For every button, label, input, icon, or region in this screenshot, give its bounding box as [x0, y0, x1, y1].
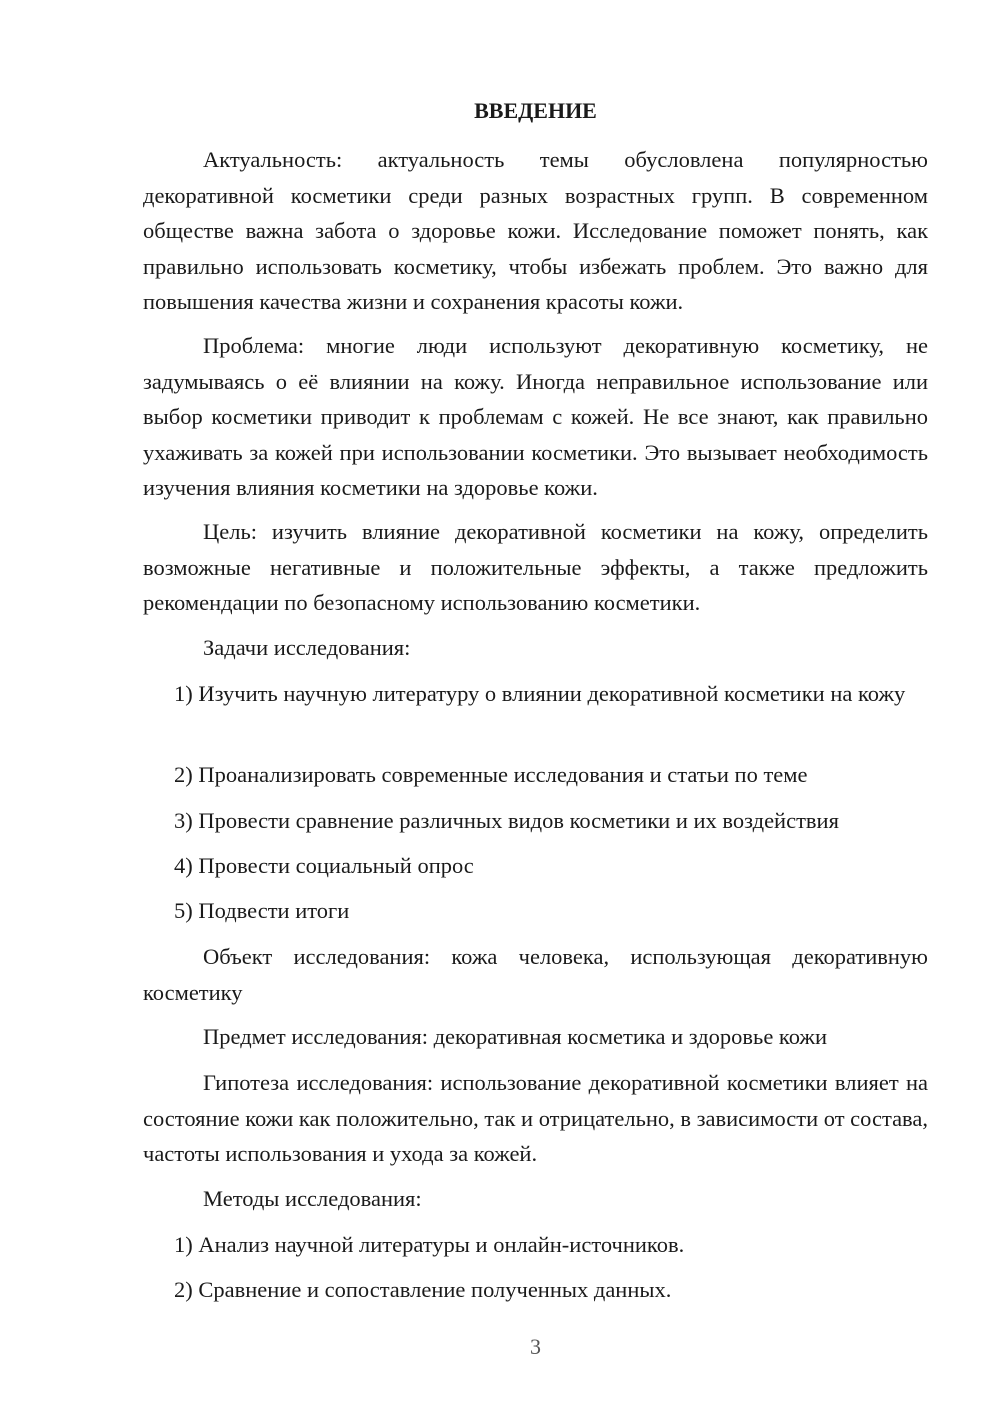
goal-paragraph: Цель: изучить влияние декоративной косметики на кожу, определить возможные негативные и положительные эффекты, а также предложить рекомендации по безопасному использованию косметики.: [143, 519, 928, 615]
task-item-2: 2) Проанализировать современные исследования и статьи по теме: [174, 762, 808, 787]
task-item-1: 1) Изучить научную литературу о влиянии декоративной косметики на кожу: [174, 681, 906, 706]
methods-heading: Методы исследования:: [203, 1186, 422, 1211]
page-number: 3: [530, 1334, 541, 1359]
subject-paragraph: Предмет исследования: декоративная косметика и здоровье кожи: [203, 1024, 827, 1049]
hypothesis-paragraph: Гипотеза исследования: использование декоративной косметики влияет на состояние кожи как положительно, так и отрицательно, в зависимости от состава, частоты использования и ухода за кожей.: [143, 1070, 928, 1166]
task-item-4: 4) Провести социальный опрос: [174, 853, 474, 878]
method-item-1: 1) Анализ научной литературы и онлайн-источников.: [174, 1232, 685, 1257]
tasks-heading: Задачи исследования:: [203, 635, 411, 660]
problem-paragraph: Проблема: многие люди используют декоративную косметику, не задумываясь о её влиянии на кожу. Иногда неправильное использование или выбор косметики приводит к проблемам с кожей. Не все знают, как правильно ухаживать за кожей при использовании косметики. Это вызывает необходимость изучения влияния косметики на здоровье кожи.: [143, 333, 928, 500]
task-item-3: 3) Провести сравнение различных видов косметики и их воздействия: [174, 808, 839, 833]
task-item-5: 5) Подвести итоги: [174, 898, 350, 923]
relevance-paragraph: Актуальность: актуальность темы обусловлена популярностью декоративной косметики среди разных возрастных групп. В современном обществе важна забота о здоровье кожи. Исследование поможет понять, как правильно использовать косметику, чтобы избежать проблем. Это важно для повышения качества жизни и сохранения красоты кожи.: [143, 147, 928, 314]
section-heading: ВВЕДЕНИЕ: [474, 98, 597, 123]
method-item-2: 2) Сравнение и сопоставление полученных данных.: [174, 1277, 672, 1302]
object-paragraph: Объект исследования: кожа человека, использующая декоративную косметику: [143, 944, 928, 1005]
